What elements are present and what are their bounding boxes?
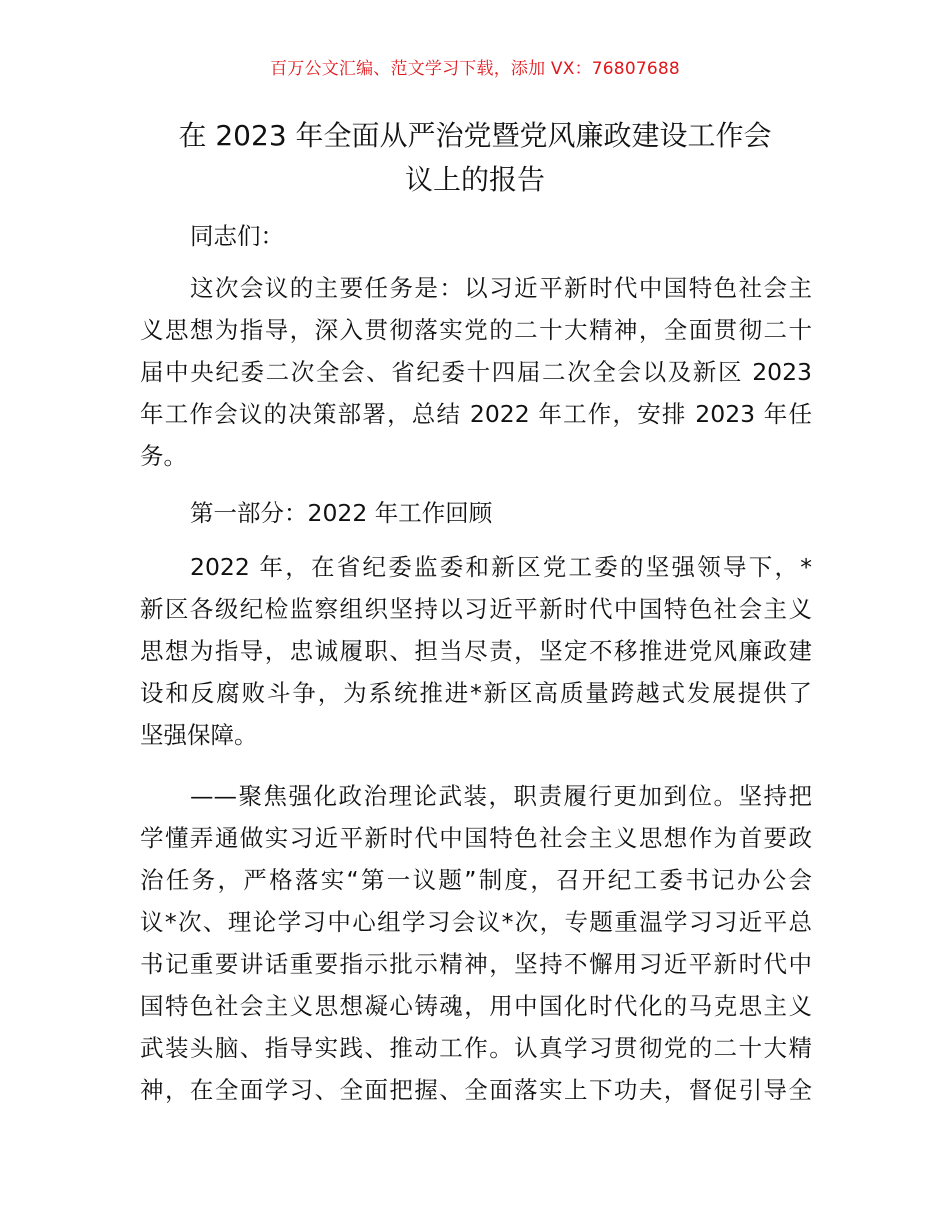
salutation: 同志们： [190,222,284,250]
paragraph-line: 学懂弄通做实习近平新时代中国特色社会主义思想作为首要政 [140,824,812,852]
paragraph-line: 新区各级纪检监察组织坚持以习近平新时代中国特色社会主义 [140,595,812,623]
paragraph-line: 年工作会议的决策部署，总结 2022 年工作，安排 2023 年任 [140,400,812,428]
paragraph-line: 思想为指导，忠诚履职、担当尽责，坚定不移推进党风廉政建 [140,637,812,665]
paragraph-line: ——聚焦强化政治理论武装，职责履行更加到位。坚持把 [190,782,812,810]
paragraph-line: 设和反腐败斗争，为系统推进*新区高质量跨越式发展提供了 [140,679,812,707]
paragraph-line: 武装头脑、指导实践、推动工作。认真学习贯彻党的二十大精 [140,1034,812,1062]
paragraph-line: 义思想为指导，深入贯彻落实党的二十大精神，全面贯彻二十 [140,316,812,344]
document-title-line-2: 议上的报告 [404,163,545,196]
watermark-banner: 百万公文汇编、范文学习下载，添加 VX：76807688 [270,59,680,79]
paragraph-line: 2022 年，在省纪委监委和新区党工委的坚强领导下，* [190,553,812,581]
section-heading: 第一部分：2022 年工作回顾 [190,499,493,527]
paragraph-line: 届中央纪委二次全会、省纪委十四届二次全会以及新区 2023 [140,358,812,386]
paragraph-line: 神，在全面学习、全面把握、全面落实上下功夫，督促引导全 [140,1076,812,1104]
paragraph-line: 治任务，严格落实“第一议题”制度，召开纪工委书记办公会 [140,866,812,894]
paragraph-line: 国特色社会主义思想凝心铸魂，用中国化时代化的马克思主义 [140,992,812,1020]
paragraph-line: 务。 [140,442,187,470]
paragraph-line: 议*次、理论学习中心组学习会议*次，专题重温学习习近平总 [140,908,812,936]
paragraph-line: 坚强保障。 [140,721,258,749]
paragraph-line: 书记重要讲话重要指示批示精神，坚持不懈用习近平新时代中 [140,950,812,978]
document-title-line-1: 在 2023 年全面从严治党暨党风廉政建设工作会 [178,119,772,152]
paragraph-line: 这次会议的主要任务是：以习近平新时代中国特色社会主 [190,274,812,302]
